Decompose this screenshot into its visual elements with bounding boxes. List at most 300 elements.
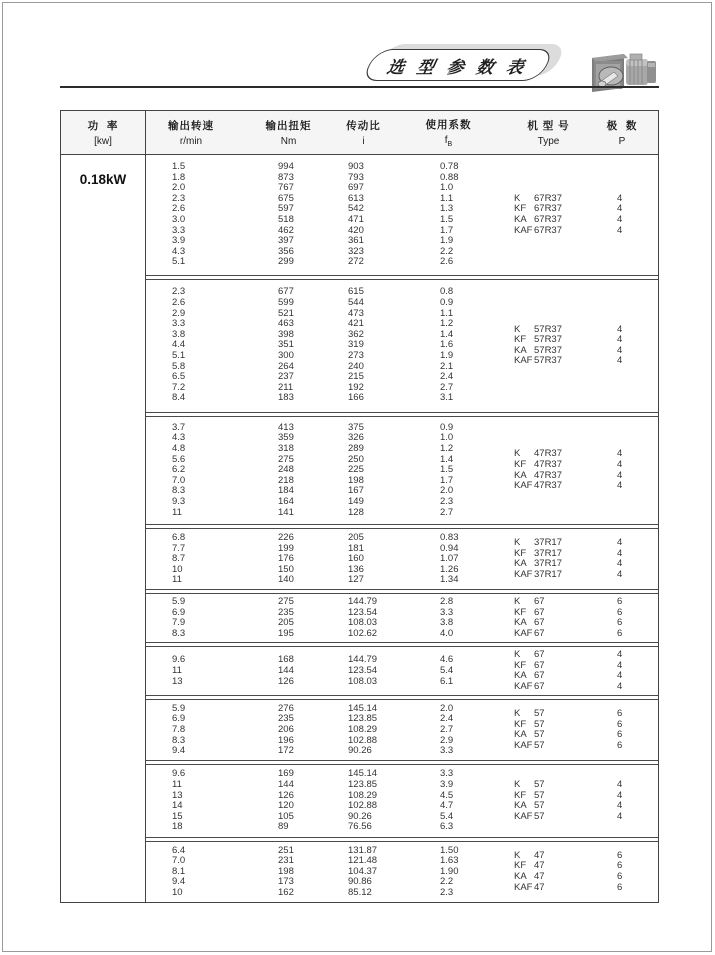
ratio-value: 697 xyxy=(348,182,364,194)
data-row xyxy=(146,780,514,791)
data-row xyxy=(146,801,514,812)
ratio-value: 362 xyxy=(348,328,364,340)
factor-value: 4.6 xyxy=(440,654,454,666)
speed-value: 9.6 xyxy=(172,768,186,780)
model-number: 47 xyxy=(534,860,545,872)
model-row xyxy=(514,682,658,693)
speed-value: 6.9 xyxy=(172,713,186,725)
speed-value: 2.0 xyxy=(172,182,186,194)
data-row xyxy=(146,888,514,899)
model-number: 67 xyxy=(534,617,545,629)
data-row xyxy=(146,351,514,362)
data-row xyxy=(146,846,514,857)
model-number: 37R17 xyxy=(534,558,562,570)
factor-value: 3.1 xyxy=(440,392,454,404)
poles-value: 4 xyxy=(617,334,623,346)
factor-value: 1.34 xyxy=(440,574,459,586)
speed-value: 5.9 xyxy=(172,596,186,608)
factor-value: 4.5 xyxy=(440,789,454,801)
poles-value: 4 xyxy=(617,213,623,225)
torque-value: 211 xyxy=(278,381,294,393)
factor-value: 1.5 xyxy=(440,464,454,476)
model-number: 67R37 xyxy=(534,203,562,215)
factor-value: 0.9 xyxy=(440,421,454,433)
torque-value: 275 xyxy=(278,453,294,465)
factor-value: 0.83 xyxy=(440,531,459,543)
data-rows xyxy=(146,846,514,899)
poles-value: 4 xyxy=(617,569,623,581)
poles-value: 4 xyxy=(617,558,623,570)
model-row xyxy=(514,226,658,237)
poles-value: 4 xyxy=(617,355,623,367)
ratio-value: 166 xyxy=(348,392,364,404)
ratio-value: 613 xyxy=(348,192,364,204)
model-number: 67R37 xyxy=(534,224,562,236)
poles-value: 4 xyxy=(617,537,623,549)
torque-value: 677 xyxy=(278,286,294,298)
model-prefix: KA xyxy=(514,871,527,883)
speed-value: 6.8 xyxy=(172,531,186,543)
model-prefix: KF xyxy=(514,860,527,872)
data-rows xyxy=(146,287,514,404)
speed-value: 18 xyxy=(172,821,183,833)
factor-value: 0.8 xyxy=(440,286,454,298)
speed-value: 9.4 xyxy=(172,876,186,888)
speed-value: 9.3 xyxy=(172,496,186,508)
model-prefix: KA xyxy=(514,729,527,741)
speed-value: 13 xyxy=(172,789,183,801)
speed-value: 11 xyxy=(172,506,182,518)
speed-value: 2.3 xyxy=(172,286,186,298)
model-number: 57 xyxy=(534,778,545,790)
factor-value: 1.1 xyxy=(440,192,454,204)
model-prefix: KA xyxy=(514,800,527,812)
data-row xyxy=(146,725,514,736)
factor-value: 2.0 xyxy=(440,485,454,497)
poles-value: 4 xyxy=(617,789,623,801)
data-row xyxy=(146,736,514,747)
torque-value: 299 xyxy=(278,256,294,268)
poles-value: 4 xyxy=(617,659,623,671)
poles-value: 4 xyxy=(617,480,623,492)
data-row xyxy=(146,215,514,226)
speed-value: 7.2 xyxy=(172,381,186,393)
speed-value: 3.8 xyxy=(172,328,186,340)
speed-value: 5.6 xyxy=(172,453,186,465)
model-prefix: KA xyxy=(514,670,527,682)
speed-value: 6.9 xyxy=(172,606,186,618)
data-row xyxy=(146,162,514,173)
model-prefix: KF xyxy=(514,458,527,470)
ratio-value: 123.85 xyxy=(348,713,378,725)
data-row xyxy=(146,173,514,184)
torque-value: 144 xyxy=(278,778,294,790)
ratio-value: 127 xyxy=(348,574,364,586)
data-row xyxy=(146,476,514,487)
factor-value: 2.1 xyxy=(440,360,454,372)
data-row xyxy=(146,319,514,330)
data-row xyxy=(146,309,514,320)
factor-value: 3.3 xyxy=(440,606,454,618)
model-row xyxy=(514,570,658,581)
ratio-value: 149 xyxy=(348,496,364,508)
model-prefix: KAF xyxy=(514,680,533,692)
torque-value: 675 xyxy=(278,192,294,204)
header-poles xyxy=(586,111,658,154)
factor-value: 2.3 xyxy=(440,496,454,508)
model-list xyxy=(514,851,658,893)
data-rows xyxy=(146,704,514,757)
poles-value: 4 xyxy=(617,203,623,215)
model-row xyxy=(514,215,658,226)
ratio-value: 144.79 xyxy=(348,596,378,608)
ratio-value: 326 xyxy=(348,432,364,444)
speed-value: 3.3 xyxy=(172,318,186,330)
torque-value: 597 xyxy=(278,203,294,215)
speed-value: 2.6 xyxy=(172,203,186,215)
model-prefix: KF xyxy=(514,718,527,730)
header-ratio-unit: i xyxy=(362,136,365,147)
data-row xyxy=(146,666,514,677)
speed-value: 5.1 xyxy=(172,350,186,362)
poles-value: 4 xyxy=(617,448,623,460)
poles-value: 6 xyxy=(617,881,623,893)
factor-value: 1.4 xyxy=(440,453,454,465)
factor-value: 1.50 xyxy=(440,844,459,856)
data-row xyxy=(146,565,514,576)
model-prefix: K xyxy=(514,323,521,335)
torque-value: 195 xyxy=(278,627,294,639)
factor-value: 5.4 xyxy=(440,665,454,677)
factor-value: 2.0 xyxy=(440,702,454,714)
ratio-value: 90.26 xyxy=(348,810,372,822)
model-prefix: KAF xyxy=(514,627,533,639)
torque-value: 599 xyxy=(278,297,294,309)
torque-value: 205 xyxy=(278,617,294,629)
speed-value: 2.9 xyxy=(172,307,186,319)
model-prefix: K xyxy=(514,849,521,861)
table-header xyxy=(61,111,658,155)
model-prefix: KA xyxy=(514,558,527,570)
model-number: 47R37 xyxy=(534,458,562,470)
torque-value: 767 xyxy=(278,182,294,194)
data-row xyxy=(146,247,514,258)
speed-value: 14 xyxy=(172,800,183,812)
model-number: 57 xyxy=(534,718,545,730)
factor-value: 0.88 xyxy=(440,171,459,183)
ratio-value: 542 xyxy=(348,203,364,215)
ratio-value: 108.03 xyxy=(348,675,378,687)
data-row xyxy=(146,204,514,215)
poles-value: 6 xyxy=(617,627,623,639)
model-row xyxy=(514,356,658,367)
torque-value: 176 xyxy=(278,553,294,565)
header-type-label: 机 型 号 xyxy=(527,120,570,132)
model-number: 67R37 xyxy=(534,192,562,204)
model-prefix: K xyxy=(514,778,521,790)
power-value: 0.18kW xyxy=(79,172,127,187)
torque-value: 162 xyxy=(278,886,294,898)
ratio-value: 104.37 xyxy=(348,865,378,877)
data-row xyxy=(146,812,514,823)
page-title: 选 型 参 数 表 xyxy=(385,57,530,77)
poles-value: 6 xyxy=(617,718,623,730)
model-prefix: KAF xyxy=(514,480,533,492)
model-prefix: KA xyxy=(514,469,527,481)
factor-value: 3.3 xyxy=(440,745,454,757)
ratio-value: 473 xyxy=(348,307,364,319)
poles-value: 4 xyxy=(617,810,623,822)
model-prefix: K xyxy=(514,649,521,661)
gearmotor-photo-icon xyxy=(584,46,662,98)
table-block xyxy=(146,279,658,413)
poles-value: 6 xyxy=(617,617,623,629)
data-row xyxy=(146,383,514,394)
torque-value: 397 xyxy=(278,235,294,247)
data-row xyxy=(146,877,514,888)
ratio-value: 215 xyxy=(348,371,364,383)
ratio-value: 90.26 xyxy=(348,745,372,757)
model-list xyxy=(514,650,658,692)
factor-value: 2.4 xyxy=(440,371,454,383)
factor-value: 2.4 xyxy=(440,713,454,725)
header-power-unit: [kw] xyxy=(94,136,112,147)
model-prefix: KF xyxy=(514,334,527,346)
data-rows xyxy=(146,533,514,586)
model-row xyxy=(514,883,658,894)
header-factor-label: 使用系数 xyxy=(425,119,472,131)
factor-value: 2.7 xyxy=(440,723,454,735)
factor-value: 0.9 xyxy=(440,297,454,309)
speed-value: 2.6 xyxy=(172,297,186,309)
speed-value: 7.0 xyxy=(172,474,186,486)
ratio-value: 240 xyxy=(348,360,364,372)
speed-value: 9.6 xyxy=(172,654,186,666)
speed-value: 7.7 xyxy=(172,542,186,554)
table-block xyxy=(146,155,658,276)
model-prefix: K xyxy=(514,708,521,720)
model-list xyxy=(514,709,658,751)
factor-value: 5.4 xyxy=(440,810,454,822)
poles-value: 6 xyxy=(617,606,623,618)
ratio-value: 128 xyxy=(348,506,364,518)
factor-value: 3.9 xyxy=(440,778,454,790)
torque-value: 169 xyxy=(278,768,294,780)
poles-value: 4 xyxy=(617,649,623,661)
data-row xyxy=(146,629,514,640)
data-row xyxy=(146,769,514,780)
torque-value: 463 xyxy=(278,318,294,330)
model-prefix: KA xyxy=(514,344,527,356)
torque-value: 248 xyxy=(278,464,294,476)
selection-parameter-table xyxy=(60,110,659,903)
header-factor-unit: $f_B$ xyxy=(444,135,453,148)
factor-value: 1.2 xyxy=(440,318,454,330)
torque-value: 126 xyxy=(278,675,294,687)
poles-value: 4 xyxy=(617,469,623,481)
ratio-value: 192 xyxy=(348,381,364,393)
model-number: 57 xyxy=(534,800,545,812)
speed-value: 8.3 xyxy=(172,734,186,746)
factor-value: 1.07 xyxy=(440,553,459,565)
data-row xyxy=(146,287,514,298)
table-block xyxy=(146,528,658,590)
torque-value: 226 xyxy=(278,531,294,543)
torque-value: 275 xyxy=(278,596,294,608)
speed-value: 4.3 xyxy=(172,432,186,444)
model-prefix: K xyxy=(514,448,521,460)
model-number: 47R37 xyxy=(534,448,562,460)
ratio-value: 198 xyxy=(348,474,364,486)
ratio-value: 123.54 xyxy=(348,606,378,618)
data-row xyxy=(146,497,514,508)
factor-value: 1.0 xyxy=(440,432,454,444)
ratio-value: 375 xyxy=(348,421,364,433)
model-number: 57R37 xyxy=(534,355,562,367)
ratio-value: 361 xyxy=(348,235,364,247)
model-row xyxy=(514,741,658,752)
data-row xyxy=(146,393,514,404)
speed-value: 5.8 xyxy=(172,360,186,372)
ratio-value: 272 xyxy=(348,256,364,268)
poles-value: 6 xyxy=(617,849,623,861)
speed-value: 15 xyxy=(172,810,183,822)
data-row xyxy=(146,433,514,444)
table-block xyxy=(146,593,658,643)
data-row xyxy=(146,655,514,666)
model-prefix: K xyxy=(514,192,521,204)
torque-value: 276 xyxy=(278,702,294,714)
factor-value: 1.7 xyxy=(440,224,454,236)
ratio-value: 108.29 xyxy=(348,723,378,735)
model-number: 67 xyxy=(534,670,545,682)
speed-value: 2.3 xyxy=(172,192,186,204)
ratio-value: 421 xyxy=(348,318,364,330)
data-row xyxy=(146,608,514,619)
table-block xyxy=(146,416,658,526)
data-rows xyxy=(146,769,514,833)
data-row xyxy=(146,575,514,586)
banner-outline xyxy=(360,49,555,81)
model-number: 57 xyxy=(534,810,545,822)
speed-value: 3.0 xyxy=(172,213,186,225)
ratio-value: 273 xyxy=(348,350,364,362)
model-number: 67 xyxy=(534,627,545,639)
factor-value: 4.7 xyxy=(440,800,454,812)
model-number: 57R37 xyxy=(534,323,562,335)
header-power-label: 功 率 xyxy=(87,120,119,132)
ratio-value: 205 xyxy=(348,531,364,543)
speed-value: 4.8 xyxy=(172,443,186,455)
ratio-value: 145.14 xyxy=(348,702,378,714)
torque-value: 164 xyxy=(278,496,294,508)
torque-value: 235 xyxy=(278,606,294,618)
model-prefix: KAF xyxy=(514,355,533,367)
table-block xyxy=(146,841,658,902)
ratio-value: 323 xyxy=(348,245,364,257)
ratio-value: 903 xyxy=(348,160,364,172)
model-prefix: KAF xyxy=(514,810,533,822)
model-list xyxy=(514,780,658,822)
speed-value: 8.4 xyxy=(172,392,186,404)
torque-value: 300 xyxy=(278,350,294,362)
page-title-banner xyxy=(369,49,547,81)
torque-value: 206 xyxy=(278,723,294,735)
header-speed-unit: r/min xyxy=(179,136,203,147)
factor-value: 2.3 xyxy=(440,886,454,898)
factor-value: 4.0 xyxy=(440,627,454,639)
ratio-value: 121.48 xyxy=(348,855,378,867)
speed-value: 3.9 xyxy=(172,235,186,247)
data-row xyxy=(146,236,514,247)
torque-value: 318 xyxy=(278,443,294,455)
header-torque-label: 输出扭矩 xyxy=(265,120,312,132)
ratio-value: 102.62 xyxy=(348,627,378,639)
speed-value: 6.5 xyxy=(172,371,186,383)
speed-value: 13 xyxy=(172,675,183,687)
speed-value: 11 xyxy=(172,574,182,586)
speed-value: 7.9 xyxy=(172,617,186,629)
model-number: 47R37 xyxy=(534,480,562,492)
speed-value: 1.8 xyxy=(172,171,186,183)
torque-value: 237 xyxy=(278,371,294,383)
model-prefix: KA xyxy=(514,213,527,225)
poles-value: 6 xyxy=(617,739,623,751)
speed-value: 7.0 xyxy=(172,855,186,867)
model-prefix: KAF xyxy=(514,569,533,581)
torque-value: 140 xyxy=(278,574,294,586)
ratio-value: 145.14 xyxy=(348,768,378,780)
ratio-value: 85.12 xyxy=(348,886,372,898)
factor-value: 1.63 xyxy=(440,855,459,867)
model-number: 57R37 xyxy=(534,344,562,356)
header-speed xyxy=(146,111,236,154)
data-row xyxy=(146,791,514,802)
factor-value: 2.7 xyxy=(440,506,454,518)
model-list xyxy=(514,194,658,236)
model-row xyxy=(514,481,658,492)
data-row xyxy=(146,455,514,466)
table-block xyxy=(146,764,658,838)
factor-value: 2.2 xyxy=(440,876,454,888)
model-prefix: KAF xyxy=(514,224,533,236)
torque-value: 251 xyxy=(278,844,294,856)
factor-value: 3.8 xyxy=(440,617,454,629)
model-number: 57 xyxy=(534,708,545,720)
poles-value: 4 xyxy=(617,670,623,682)
ratio-value: 108.29 xyxy=(348,789,378,801)
model-list xyxy=(514,538,658,580)
ratio-value: 131.87 xyxy=(348,844,378,856)
poles-value: 4 xyxy=(617,680,623,692)
data-row xyxy=(146,822,514,833)
speed-value: 9.4 xyxy=(172,745,186,757)
speed-value: 8.3 xyxy=(172,485,186,497)
header-power xyxy=(61,111,146,154)
speed-value: 11 xyxy=(172,665,182,677)
data-row xyxy=(146,257,514,268)
poles-value: 4 xyxy=(617,547,623,559)
data-row xyxy=(146,444,514,455)
data-row xyxy=(146,618,514,629)
ratio-value: 250 xyxy=(348,453,364,465)
header-speed-label: 输出转速 xyxy=(168,120,214,132)
speed-value: 5.9 xyxy=(172,702,186,714)
factor-value: 1.2 xyxy=(440,443,454,455)
factor-value: 1.9 xyxy=(440,350,454,362)
torque-value: 183 xyxy=(278,392,294,404)
model-number: 67 xyxy=(534,596,545,608)
